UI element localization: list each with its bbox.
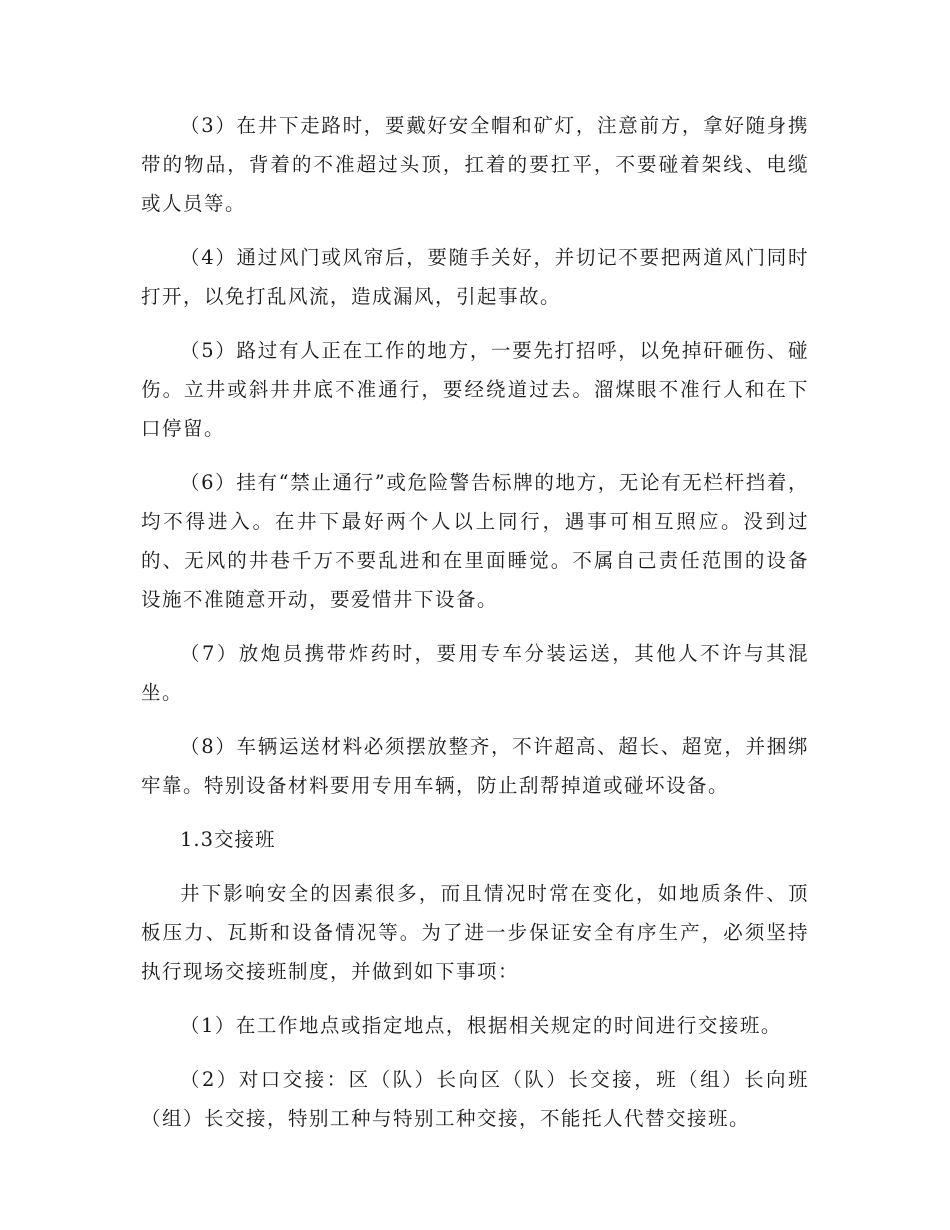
section-intro-paragraph: 井下影响安全的因素很多，而且情况时常在变化，如地质条件、顶板压力、瓦斯和设备情况等。为了进一步保证安全有序生产，必须坚持执行现场交接班制度，并做到如下事项： xyxy=(141,882,809,983)
paragraph-item-4: （4）通过风门或风帘后，要随手关好，并切记不要把两道风门同时打开，以免打乱风流，造成漏风，引起事故。 xyxy=(141,246,809,308)
section-heading: 1.3交接班 xyxy=(180,828,276,851)
paragraph-item-3: （3）在井下走路时，要戴好安全帽和矿灯，注意前方，拿好随身携带的物品，背着的不准超过头顶，扛着的要扛平，不要碰着架线、电缆或人员等。 xyxy=(141,114,809,215)
section-item-1: （1）在工作地点或指定地点，根据相关规定的时间进行交接班。 xyxy=(180,1014,782,1037)
paragraph-item-5: （5）路过有人正在工作的地方，一要先打招呼，以免掉矸砸伤、碰伤。立井或斜井井底不准通行，要经绕道过去。溜煤眼不准行人和在下口停留。 xyxy=(141,339,809,440)
paragraph-item-8: （8）车辆运送材料必须摆放整齐，不许超高、超长、超宽，并捆绑牢靠。特别设备材料要用专用车辆，防止刮帮掉道或碰坏设备。 xyxy=(141,735,809,797)
paragraph-item-7: （7）放炮员携带炸药时，要用专车分装运送，其他人不许与其混坐。 xyxy=(141,642,809,704)
section-item-2: （2）对口交接：区（队）长向区（队）长交接，班（组）长向班（组）长交接，特别工种与特别工种交接，不能托人代替交接班。 xyxy=(141,1068,809,1130)
paragraph-item-6: （6）挂有“禁止通行”或危险警告标牌的地方，无论有无栏杆挡着，均不得进入。在井下最好两个人以上同行，遇事可相互照应。没到过的、无风的井巷千万不要乱进和在里面睡觉。不属自己责任范围的设备设施不准随意开动，要爱惜井下设备。 xyxy=(141,471,809,611)
document-body xyxy=(141,106,809,1153)
